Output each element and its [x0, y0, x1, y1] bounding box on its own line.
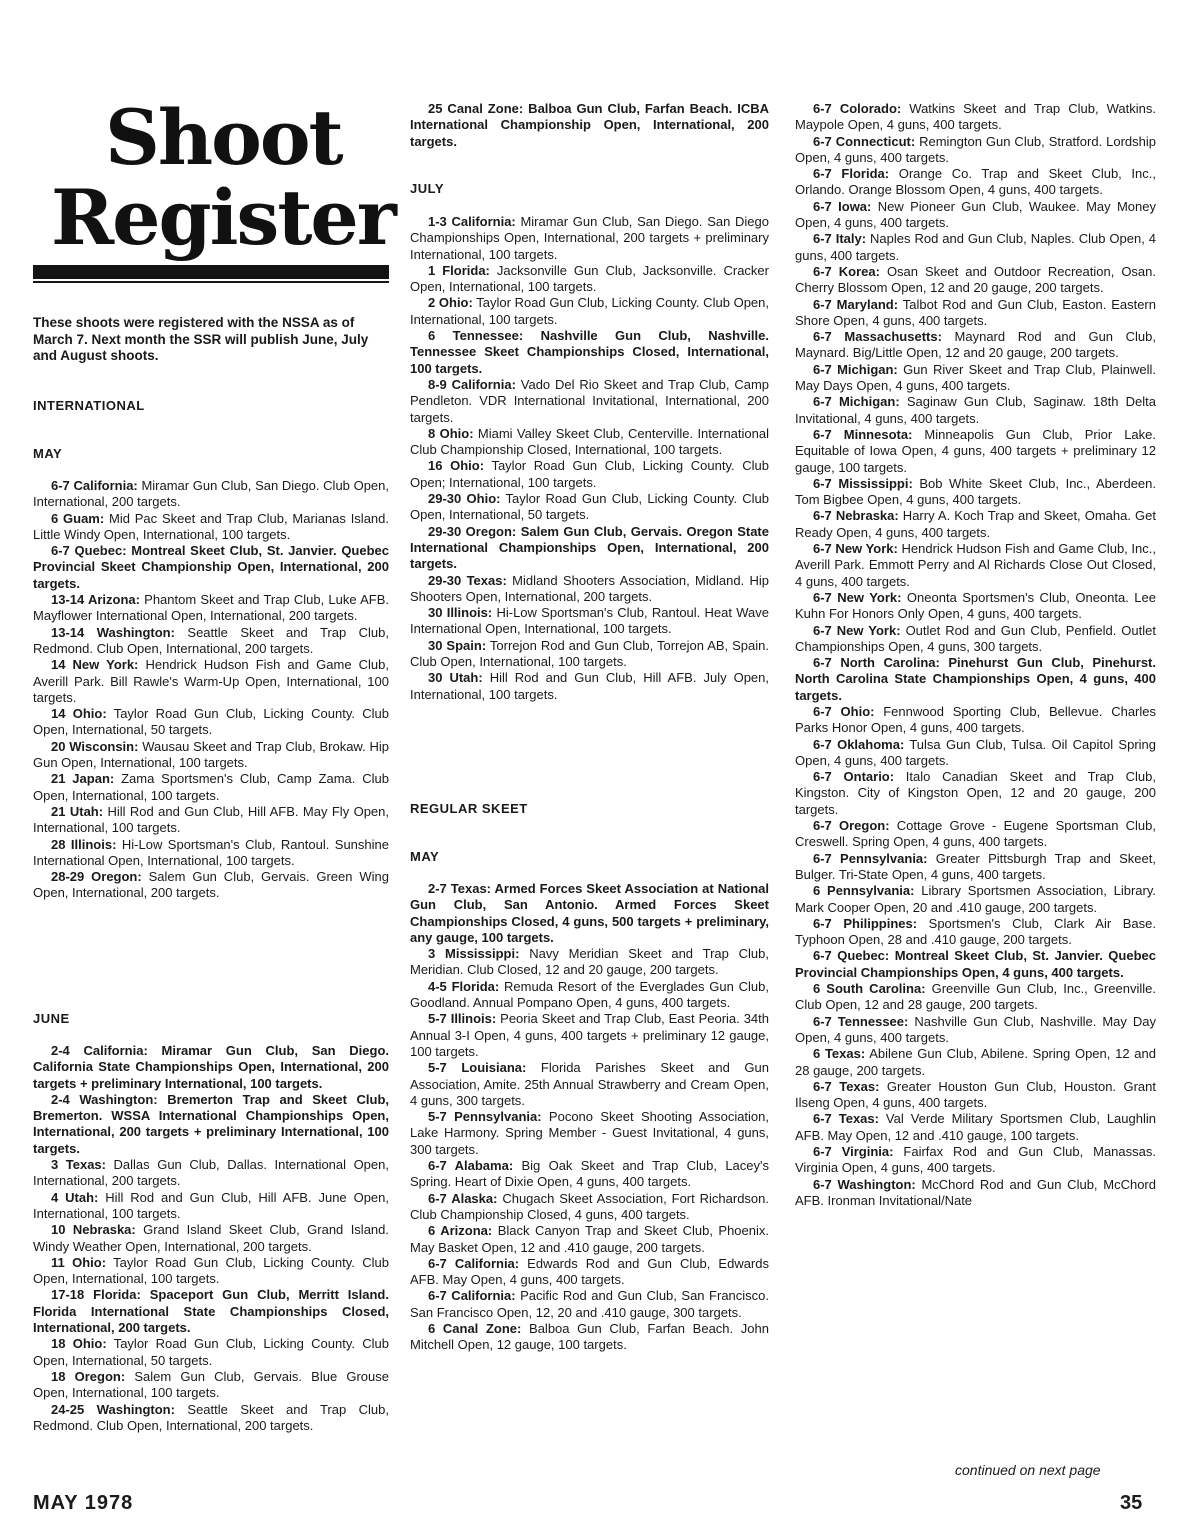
shoot-entry-details: Salem Gun Club, Gervais. Blue Grouse Open, International, 100 targets. [33, 1368, 389, 1401]
shoot-entry-details: Saginaw Gun Club, Saginaw. 18th Delta Invitational, 4 guns, 400 targets. [795, 394, 1156, 426]
shoot-entry [33, 706, 389, 739]
regular-may-list-col2 [410, 881, 769, 1354]
shoot-entry [410, 491, 769, 524]
shoot-entry-location: 6-7 Quebec: [813, 948, 890, 964]
shoot-entry-details: Torrejon Rod and Gun Club, Torrejon AB, Spain. Club Open, International, 100 targets. [410, 637, 770, 670]
shoot-entry [410, 458, 769, 491]
shoot-entry-location: 6-7 California: [428, 1255, 520, 1271]
masthead-title-line1: Shoot [105, 93, 342, 182]
shoot-entry [410, 426, 769, 459]
shoot-entry-location: 8 Ohio: [428, 425, 474, 441]
shoot-entry-details: McChord Rod and Gun Club, McChord AFB. Ironman Invitational/Nate [795, 1176, 1156, 1208]
shoot-entry [795, 916, 1156, 949]
shoot-entry [410, 881, 769, 946]
shoot-entry-details: Italo Canadian Skeet and Trap Club, Kingston. City of Kingston Open, 12 and 20 gauge, 200 targets. [795, 769, 1156, 817]
shoot-entry-details: Taylor Road Gun Club, Licking County. Club Open, International, 50 targets. [33, 1336, 390, 1368]
shoot-entry [410, 524, 769, 573]
shoot-entry [795, 362, 1156, 395]
shoot-entry [410, 295, 769, 328]
intl-may-list [33, 478, 389, 902]
shoot-entry-location: 6-7 Oregon: [813, 818, 890, 834]
shoot-entry-details: Talbot Rod and Gun Club, Easton. Eastern Shore Open, 4 guns, 400 targets. [795, 296, 1156, 328]
shoot-entry-details: Seattle Skeet and Trap Club, Redmond. Club Open, International, 200 targets. [33, 624, 389, 656]
shoot-entry-location: 6 Arizona: [428, 1223, 493, 1239]
shoot-entry-location: 18 Ohio: [51, 1336, 107, 1352]
shoot-entry-details: Vado Del Rio Skeet and Trap Club, Camp Pendleton. VDR International Invitational, International, 200 targets. [410, 376, 770, 425]
shoot-entry-location: 6 Tennessee: [428, 328, 524, 344]
shoot-entry [410, 1288, 769, 1321]
shoot-entry [410, 1256, 769, 1289]
shoot-entry-location: 13-14 Arizona: [51, 592, 140, 608]
shoot-entry-details: Miami Valley Skeet Club, Centerville. International Club Championship Closed, International, 100 targets. [410, 425, 769, 458]
shoot-entry-location: 6-7 Oklahoma: [813, 736, 905, 752]
shoot-entry-location: 28 Illinois: [51, 836, 117, 852]
shoot-entry-details: Balboa Gun Club, Farfan Beach. John Mitchell Open, 12 gauge, 100 targets. [410, 1321, 769, 1353]
shoot-entry [795, 1177, 1156, 1210]
shoot-entry [795, 981, 1156, 1014]
shoot-entry-location: 6-7 North Carolina: [813, 655, 940, 671]
shoot-entry-details: Salem Gun Club, Gervais. Green Wing Open, International, 200 targets. [33, 869, 389, 901]
section-heading-june: JUNE [33, 1011, 70, 1026]
shoot-entry-details: Miramar Gun Club, San Diego. San Diego Championships Open, International, 200 targets + preliminary International, 100 targets. [410, 214, 769, 262]
shoot-entry-details: Black Canyon Trap and Skeet Club, Phoenix. May Basket Open, 12 and .410 gauge, 200 targets. [410, 1223, 769, 1255]
shoot-entry [795, 1111, 1156, 1144]
shoot-entry [33, 1157, 389, 1190]
shoot-entry-location: 25 Canal Zone: [428, 101, 524, 116]
shoot-entry-details: Minneapolis Gun Club, Prior Lake. Equitable of Iowa Open, 4 guns, 400 targets + preliminary 12 gauge, 100 targets. [795, 426, 1157, 475]
shoot-entry [33, 1369, 389, 1402]
shoot-entry [410, 263, 769, 296]
shoot-entry [33, 771, 389, 804]
shoot-entry [795, 623, 1156, 656]
shoot-entry-details: Naples Rod and Gun Club, Naples. Club Open, 4 guns, 400 targets. [795, 231, 1157, 263]
shoot-entry [795, 1046, 1156, 1079]
shoot-entry-location: 6-7 Nebraska: [813, 508, 899, 524]
shoot-entry-location: 14 New York: [51, 657, 139, 673]
shoot-entry [795, 948, 1156, 981]
shoot-entry [410, 605, 769, 638]
shoot-entry-details: Fennwood Sporting Club, Bellevue. Charles Parks Honor Open, 4 guns, 400 targets. [795, 703, 1156, 736]
shoot-entry [795, 655, 1156, 704]
shoot-entry-details: Outlet Rod and Gun Club, Penfield. Outlet Championships Open, 4 guns, 300 targets. [795, 622, 1156, 654]
shoot-entry-location: 6-7 Quebec: [51, 543, 127, 559]
shoot-entry-details: Hill Rod and Gun Club, Hill AFB. June Open, International, 100 targets. [33, 1189, 389, 1221]
shoot-entry-location: 6-7 New York: [813, 589, 902, 605]
shoot-entry [410, 946, 769, 979]
shoot-entry-location: 3 Mississippi: [428, 946, 520, 962]
shoot-entry [410, 1060, 769, 1109]
shoot-entry-details: Montreal Skeet Club, St. Janvier. Quebec Provincial Skeet Championship Open, International, 200 targets. [33, 543, 390, 591]
shoot-entry-details: Taylor Road Gun Club, Licking County. Club Open, International, 50 targets. [33, 706, 390, 738]
shoot-entry-location: 6-7 New York: [813, 622, 901, 638]
shoot-entry-location: 6 Pennsylvania: [813, 883, 915, 899]
shoot-entry-details: Fairfax Rod and Gun Club, Manassas. Virginia Open, 4 guns, 400 targets. [795, 1144, 1156, 1176]
shoot-entry-details: Cottage Grove - Eugene Sportsman Club, Creswell. Spring Open, 4 guns, 400 targets. [795, 818, 1156, 850]
shoot-entry-details: Balboa Gun Club, Farfan Beach. ICBA International Championship Open, International, 200 targets. [410, 101, 770, 149]
shoot-entry-details: Salem Gun Club, Gervais. Oregon State International Championships Open, International, 200 targets. [410, 523, 769, 572]
shoot-entry [410, 1191, 769, 1224]
shoot-entry [33, 478, 389, 511]
shoot-entry-location: 1-3 California: [428, 214, 516, 229]
shoot-entry [33, 804, 389, 837]
shoot-entry-location: 6-7 Texas: [813, 1111, 879, 1127]
shoot-entry [410, 979, 769, 1012]
shoot-entry-details: Greenville Gun Club, Inc., Greenville. Club Open, 12 and 28 gauge, 200 targets. [795, 981, 1156, 1013]
shoot-entry-details: Hi-Low Sportsman's Club, Rantoul. Sunshine International Open, International, 100 targets. [33, 836, 389, 868]
shoot-entry [795, 101, 1156, 134]
shoot-entry-location: 6-7 Michigan: [813, 394, 900, 410]
shoot-entry-location: 3 Texas: [51, 1157, 106, 1173]
shoot-entry [33, 1287, 389, 1336]
shoot-entry-location: 18 Oregon: [51, 1368, 126, 1384]
shoot-entry [33, 657, 389, 706]
shoot-entry-details: Peoria Skeet and Trap Club, East Peoria. 34th Annual 3-I Open, 4 guns, 400 targets + preliminary 12 gauge, 100 targets. [410, 1011, 769, 1059]
shoot-entry-location: 29-30 Texas: [428, 572, 507, 588]
section-heading-may-regular: MAY [410, 849, 440, 864]
shoot-entry-details: Grand Island Skeet Club, Grand Island. Windy Weather Open, International, 200 targets. [33, 1222, 389, 1254]
shoot-entry [795, 737, 1156, 770]
shoot-entry [410, 328, 769, 377]
shoot-entry-details: Big Oak Skeet and Trap Club, Lacey's Spring. Heart of Dixie Open, 4 guns, 400 targets. [410, 1158, 769, 1190]
shoot-entry-details: Oneonta Sportsmen's Club, Oneonta. Lee Kuhn For Honors Only Open, 4 guns, 400 targets. [795, 589, 1156, 622]
shoot-entry-location: 6-7 Minnesota: [813, 426, 913, 442]
shoot-entry [33, 1402, 389, 1435]
shoot-entry [33, 1222, 389, 1255]
shoot-entry [410, 573, 769, 606]
shoot-entry-location: 13-14 Washington: [51, 624, 175, 640]
shoot-entry-location: 10 Nebraska: [51, 1222, 136, 1238]
shoot-entry [795, 297, 1156, 330]
shoot-entry-details: Sportsmen's Club, Clark Air Base. Typhoon Open, 28 and .410 gauge, 200 targets. [795, 915, 1156, 948]
shoot-entry-location: 5-7 Louisiana: [428, 1060, 527, 1076]
shoot-entry-location: 2-4 Washington: [51, 1091, 158, 1107]
shoot-entry-location: 6-7 Mississippi: [813, 475, 913, 491]
shoot-entry-details: Armed Forces Skeet Association at National Gun Club, San Antonio. Armed Forces Skeet Championships Closed, 4 guns, 500 targets + preliminary, any gauge, 100 targets. [410, 881, 769, 945]
shoot-entry [795, 231, 1156, 264]
shoot-entry-details: Miramar Gun Club, San Diego. California State Championships Open, International, 200 targets + preliminary International, 100 targets. [33, 1043, 389, 1091]
shoot-entry-details: Taylor Road Gun Club, Licking County. Club Open, International, 100 targets. [410, 295, 769, 327]
shoot-entry-details: Mid Pac Skeet and Trap Club, Marianas Island. Little Windy Open, International, 100 targets. [33, 510, 389, 542]
shoot-entry-location: 8-9 California: [428, 376, 516, 392]
shoot-entry [33, 511, 389, 544]
shoot-entry-location: 6-7 Korea: [813, 263, 880, 279]
footer-page-number: 35 [1120, 1492, 1143, 1514]
shoot-entry [410, 1158, 769, 1191]
intl-june-list [33, 1043, 389, 1434]
shoot-entry [33, 739, 389, 772]
shoot-entry [410, 101, 769, 150]
shoot-entry-location: 6-7 Pennsylvania: [813, 850, 928, 866]
shoot-entry-details: Bremerton Trap and Skeet Club, Bremerton. WSSA International Championships Open, International, 200 targets + preliminary International, 100 targets. [33, 1091, 390, 1156]
shoot-entry-location: 5-7 Illinois: [428, 1011, 497, 1027]
shoot-entry [795, 541, 1156, 590]
shoot-entry [795, 1144, 1156, 1177]
shoot-entry-location: 2-7 Texas: [428, 881, 492, 896]
shoot-entry-details: Hendrick Hudson Fish and Game Club, Inc., Averill Park. Emmott Perry and Al Richards Close Out Closed, 4 guns, 400 targets. [795, 541, 1157, 589]
shoot-entry [795, 1079, 1156, 1112]
shoot-entry-details: Greater Houston Gun Club, Houston. Grant Ilseng Open, 4 guns, 400 targets. [795, 1078, 1156, 1111]
shoot-entry [33, 1336, 389, 1369]
shoot-entry-details: Greater Pittsburgh Trap and Skeet, Bulger. Tri-State Open, 4 guns, 400 targets. [795, 850, 1156, 882]
section-heading-regular-skeet: REGULAR SKEET [410, 801, 528, 816]
shoot-entry-details: Taylor Road Gun Club, Licking County. Club Open, International, 100 targets. [33, 1254, 389, 1287]
shoot-entry-details: Taylor Road Gun Club, Licking County. Club Open; International, 100 targets. [410, 458, 770, 490]
shoot-entry-location: 21 Utah: [51, 803, 104, 819]
shoot-entry [795, 508, 1156, 541]
shoot-entry-location: 14 Ohio: [51, 706, 107, 722]
shoot-entry-details: Harry A. Koch Trap and Skeet, Omaha. Get Ready Open, 4 guns, 400 targets. [795, 508, 1156, 540]
shoot-entry [795, 1014, 1156, 1047]
shoot-entry-location: 16 Ohio: [428, 458, 485, 474]
shoot-entry-details: Seattle Skeet and Trap Club, Redmond. Club Open, International, 200 targets. [33, 1401, 389, 1433]
shoot-entry-location: 6-7 Philippines: [813, 915, 918, 931]
shoot-entry-location: 6 South Carolina: [813, 981, 926, 997]
shoot-entry-location: 6-7 New York: [813, 541, 898, 557]
shoot-entry [33, 1255, 389, 1288]
shoot-entry-location: 30 Spain: [428, 637, 487, 653]
shoot-entry-details: Hill Rod and Gun Club, Hill AFB. July Open, International, 100 targets. [410, 670, 769, 702]
shoot-entry-location: 6-7 Texas: [813, 1078, 880, 1094]
shoot-entry-location: 6-7 California: [51, 478, 138, 493]
shoot-entry-location: 24-25 Washington: [51, 1401, 175, 1417]
shoot-entry-details: Dallas Gun Club, Dallas. International Open, International, 200 targets. [33, 1157, 389, 1189]
shoot-entry [33, 592, 389, 625]
shoot-entry-location: 6-7 Italy: [813, 231, 867, 247]
shoot-entry-location: 1 Florida: [428, 262, 490, 278]
shoot-entry [795, 476, 1156, 509]
shoot-entry-details: Val Verde Military Sportsmen Club, Laughlin AFB. May Open, 12 and .410 gauge, 100 targets. [795, 1111, 1156, 1143]
shoot-entry-details: Navy Meridian Skeet and Trap Club, Meridian. Club Closed, 12 and 20 gauge, 200 targets. [410, 946, 769, 978]
shoot-entry-location: 6-7 Washington: [813, 1176, 916, 1192]
shoot-entry-location: 6-7 Virginia: [813, 1144, 894, 1159]
shoot-entry-location: 6-7 Florida: [813, 166, 890, 182]
shoot-entry-details: New Pioneer Gun Club, Waukee. May Money Open, 4 guns, 400 targets. [795, 198, 1156, 231]
shoot-entry [795, 590, 1156, 623]
shoot-entry [795, 134, 1156, 167]
shoot-entry [795, 199, 1156, 232]
shoot-entry [795, 769, 1156, 818]
masthead [33, 93, 395, 285]
shoot-entry-details: Hi-Low Sportsman's Club, Rantoul. Heat Wave International Open, International, 100 targets. [410, 605, 769, 637]
shoot-entry-location: 21 Japan: [51, 771, 115, 787]
shoot-entry [410, 1321, 769, 1354]
shoot-entry-details: Midland Shooters Association, Midland. Hip Shooters Open, International, 200 targets. [410, 572, 769, 604]
shoot-entry [795, 427, 1156, 476]
shoot-entry [795, 394, 1156, 427]
shoot-entry-details: Tulsa Gun Club, Tulsa. Oil Capitol Spring Open, 4 guns, 400 targets. [795, 736, 1156, 768]
shoot-entry-location: 2-4 California: [51, 1043, 148, 1058]
shoot-entry-location: 6-7 Colorado: [813, 101, 902, 116]
shoot-entry [33, 837, 389, 870]
footer-issue-date: MAY 1978 [33, 1492, 134, 1514]
shoot-entry-details: Osan Skeet and Outdoor Recreation, Osan. Cherry Blossom Open, 12 and 20 gauge, 200 targets. [795, 263, 1157, 296]
shoot-entry [795, 883, 1156, 916]
shoot-entry-location: 6-7 Maryland: [813, 296, 899, 312]
shoot-entry-details: Taylor Road Gun Club, Licking County. Club Open, International, 50 targets. [410, 491, 770, 523]
intro-paragraph: These shoots were registered with the NSSA as of March 7. Next month the SSR will publish June, July and August shoots. [33, 315, 369, 363]
shoot-entry-details: Florida Parishes Skeet and Gun Association, Amite. 25th Annual Strawberry and Cream Open, 4 guns, 300 targets. [410, 1060, 769, 1108]
shoot-entry-location: 6-7 Alaska: [428, 1190, 498, 1206]
shoot-entry [33, 1092, 389, 1157]
shoot-entry-details: Chugach Skeet Association, Fort Richardson. Club Championship Closed, 4 guns, 400 targets. [410, 1190, 769, 1222]
shoot-entry [33, 1043, 389, 1092]
shoot-entry-location: 28-29 Oregon: [51, 869, 142, 885]
shoot-entry-details: Nashville Gun Club, Nashville. Tennessee Skeet Championships Closed, International, 100 targets. [410, 328, 769, 376]
shoot-entry-details: Bob White Skeet Club, Inc., Aberdeen. Tom Bigbee Open, 4 guns, 400 targets. [795, 475, 1157, 508]
shoot-entry-location: 29-30 Oregon: [428, 523, 517, 539]
shoot-entry [410, 377, 769, 426]
shoot-entry-details: Gun River Skeet and Trap Club, Plainwell. May Days Open, 4 guns, 400 targets. [795, 361, 1156, 394]
shoot-entry-details: Jacksonville Gun Club, Jacksonville. Cracker Open, International, 100 targets. [410, 262, 769, 295]
shoot-entry-details: Orange Co. Trap and Skeet Club, Inc., Orlando. Orange Blossom Open, 4 guns, 400 targets. [795, 166, 1156, 198]
shoot-entry-location: 6-7 Michigan: [813, 361, 898, 377]
shoot-entry-details: Pacific Rod and Gun Club, San Francisco. San Francisco Open, 12, 20 and .410 gauge, 300 targets. [410, 1288, 770, 1320]
shoot-entry-details: Zama Sportsmen's Club, Camp Zama. Club Open, International, 100 targets. [33, 771, 389, 803]
shoot-entry-details: Library Sportsmen Association, Library. Mark Cooper Open, 20 and .410 gauge, 200 targets. [795, 883, 1156, 915]
shoot-entry-location: 4 Utah: [51, 1189, 99, 1205]
shoot-entry-location: 2 Ohio: [428, 295, 473, 311]
shoot-entry [33, 625, 389, 658]
shoot-entry-details: Hill Rod and Gun Club, Hill AFB. May Fly Open, International, 100 targets. [33, 803, 389, 836]
shoot-entry [410, 214, 769, 263]
shoot-entry-location: 6-7 Tennessee: [813, 1013, 909, 1029]
shoot-entry-location: 30 Illinois: [428, 605, 493, 621]
shoot-entry-details: Maynard Rod and Gun Club, Maynard. Big/Little Open, 12 and 20 gauge, 200 targets. [795, 329, 1156, 361]
shoot-entry-location: 6 Texas: [813, 1046, 866, 1062]
shoot-entry-location: 6-7 Alabama: [428, 1158, 514, 1174]
section-heading-may: MAY [33, 446, 63, 461]
shoot-entry-details: Edwards Rod and Gun Club, Edwards AFB. May Open, 4 guns, 400 targets. [410, 1255, 769, 1288]
shoot-entry-location: 6-7 Ontario: [813, 769, 895, 785]
shoot-entry-details: Remuda Resort of the Everglades Gun Club, Goodland. Annual Pompano Open, 4 guns, 400 targets. [410, 978, 769, 1011]
shoot-entry [410, 1011, 769, 1060]
shoot-entry-location: 17-18 Florida: [51, 1287, 141, 1303]
shoot-entry [410, 670, 769, 703]
shoot-entry [795, 329, 1156, 362]
shoot-entry [410, 1109, 769, 1158]
shoot-entry [795, 851, 1156, 884]
shoot-entry-location: 6-7 Iowa: [813, 198, 872, 214]
shoot-entry-details: Pinehurst Gun Club, Pinehurst. North Carolina State Championships Open, 4 guns, 400 targets. [795, 655, 1156, 703]
shoot-entry-details: Watkins Skeet and Trap Club, Watkins. Maypole Open, 4 guns, 400 targets. [795, 101, 1156, 133]
shoot-entry-details: Nashville Gun Club, Nashville. May Day Open, 4 guns, 400 targets. [795, 1013, 1157, 1045]
shoot-entry-location: 5-7 Pennsylvania: [428, 1109, 542, 1125]
shoot-entry-details: Wausau Skeet and Trap Club, Brokaw. Hip Gun Open, International, 100 targets. [33, 738, 389, 771]
shoot-entry-location: 4-5 Florida: [428, 978, 500, 994]
shoot-entry-details: Spaceport Gun Club, Merritt Island. Florida International State Championships Closed, International, 200 targets. [33, 1287, 389, 1336]
shoot-entry-details: Miramar Gun Club, San Diego. Club Open, International, 200 targets. [33, 478, 389, 510]
shoot-entry-location: 11 Ohio: [51, 1254, 107, 1270]
shoot-entry-details: Remington Gun Club, Stratford. Lordship Open, 4 guns, 400 targets. [795, 133, 1156, 165]
shoot-entry-details: Hendrick Hudson Fish and Game Club, Averill Park. Bill Rawle's Warm-Up Open, International, 100 targets. [33, 657, 389, 705]
shoot-entry-details: Pocono Skeet Shooting Association, Lake Harmony. Spring Member - Guest Invitational, 4 guns, 300 targets. [410, 1109, 770, 1157]
section-heading-international: INTERNATIONAL [33, 398, 145, 413]
intl-june-cont-list [410, 101, 769, 150]
shoot-entry-location: 6 Canal Zone: [428, 1321, 522, 1337]
shoot-entry-location: 29-30 Ohio: [428, 491, 501, 507]
shoot-entry-location: 6-7 Ohio: [813, 703, 875, 719]
shoot-entry [795, 704, 1156, 737]
shoot-entry-location: 6 Guam: [51, 510, 105, 526]
shoot-entry [33, 543, 389, 592]
shoot-entry-location: 6-7 Massachusetts: [813, 329, 942, 345]
shoot-entry [795, 818, 1156, 851]
shoot-entry [795, 264, 1156, 297]
shoot-entry-details: Abilene Gun Club, Abilene. Spring Open, 12 and 28 gauge, 200 targets. [795, 1046, 1156, 1078]
shoot-entry-location: 6-7 Connecticut: [813, 133, 916, 149]
masthead-rule-thin [33, 281, 389, 283]
shoot-entry [795, 166, 1156, 199]
shoot-entry [33, 869, 389, 902]
intl-july-list [410, 214, 769, 703]
masthead-rule [33, 265, 389, 279]
shoot-entry-location: 30 Utah: [428, 670, 483, 686]
masthead-title-line2: Register [51, 173, 395, 262]
shoot-entry-details: Montreal Skeet Club, St. Janvier. Quebec Provincial Championships Open, 4 guns, 400 targets. [795, 948, 1156, 980]
shoot-entry [33, 1190, 389, 1223]
section-heading-july: JULY [410, 181, 445, 196]
shoot-entry-details: Phantom Skeet and Trap Club, Luke AFB. Mayflower International Open, International, 200 targets. [33, 592, 389, 624]
shoot-entry [410, 1223, 769, 1256]
shoot-entry-location: 6-7 California: [428, 1288, 516, 1304]
shoot-entry-location: 20 Wisconsin: [51, 738, 139, 754]
continued-note: continued on next page [955, 1462, 1101, 1478]
shoot-entry [410, 638, 769, 671]
regular-may-list-col3 [795, 101, 1156, 1209]
